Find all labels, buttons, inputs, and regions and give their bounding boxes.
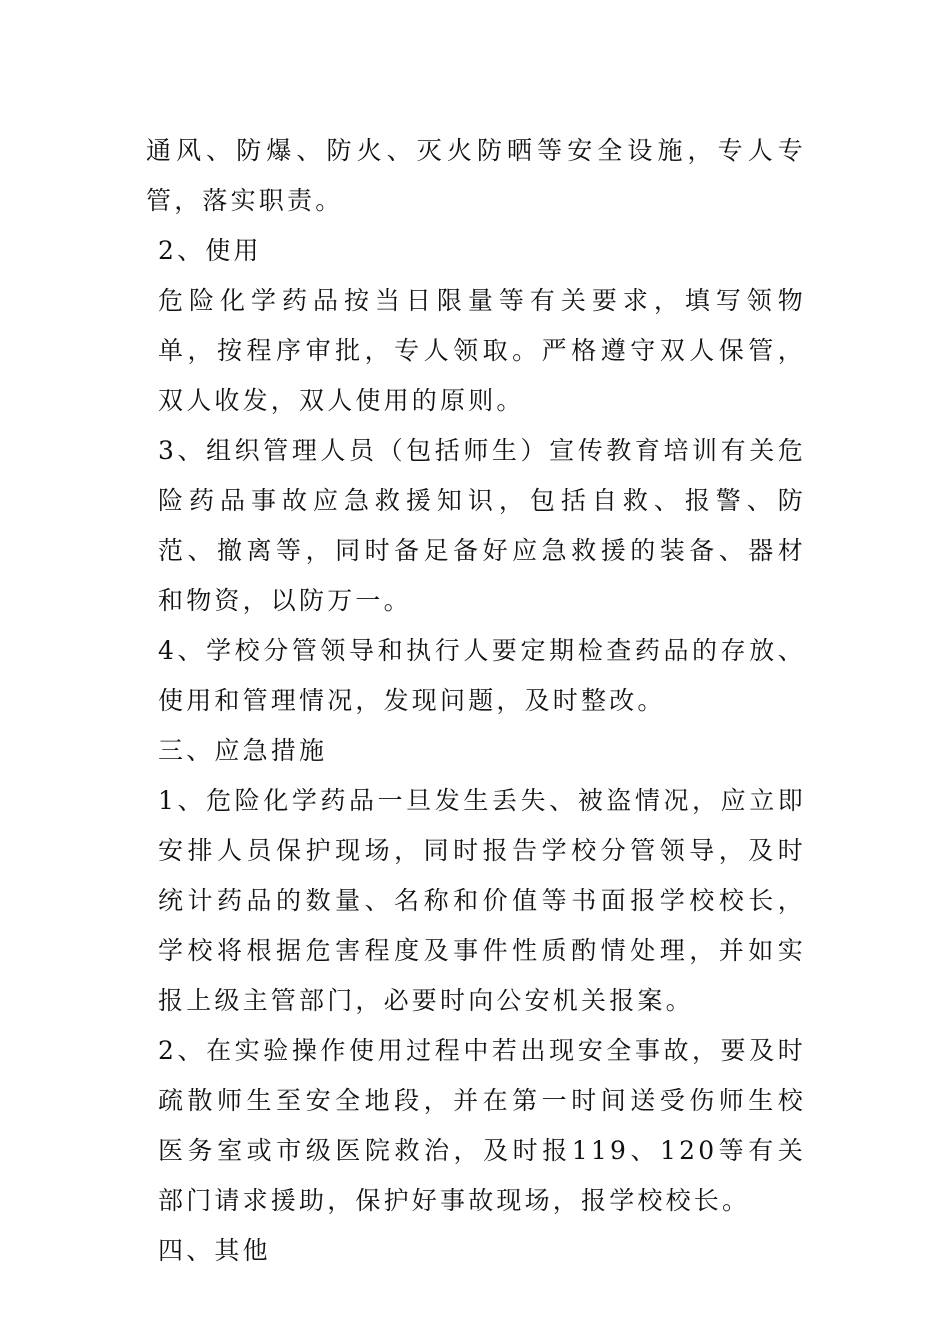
document-body xyxy=(146,126,806,1276)
paragraph-facilities: 通风、防爆、防火、灭火防晒等安全设施，专人专管，落实职责。 xyxy=(146,136,806,215)
paragraph-training: 3、组织管理人员（包括师生）宣传教育培训有关危险药品事故应急救援知识，包括自救、报警、防范、撤离等，同时备足备好应急救援的装备、器材和物资，以防万一。 xyxy=(158,436,806,615)
heading-emergency-measures: 三、应急措施 xyxy=(158,736,328,765)
heading-other: 四、其他 xyxy=(158,1236,271,1265)
heading-usage: 2、使用 xyxy=(158,236,262,265)
paragraph-loss-theft: 1、危险化学药品一旦发生丢失、被盗情况，应立即安排人员保护现场，同时报告学校分管领导，及时统计药品的数量、名称和价值等书面报学校校长，学校将根据危害程度及事件性质酌情处理，并如实报上级主管部门，必要时向公安机关报案。 xyxy=(158,786,806,1015)
paragraph-inspection: 4、学校分管领导和执行人要定期检查药品的存放、使用和管理情况，发现问题，及时整改。 xyxy=(158,636,806,715)
paragraph-accident: 2、在实验操作使用过程中若出现安全事故，要及时疏散师生至安全地段，并在第一时间送受伤师生校医务室或市级医院救治，及时报119、120等有关部门请求援助，保护好事故现场，报学校校长。 xyxy=(158,1036,806,1215)
paragraph-usage: 危险化学药品按当日限量等有关要求，填写领物单，按程序审批，专人领取。严格遵守双人保管，双人收发，双人使用的原则。 xyxy=(158,286,806,415)
